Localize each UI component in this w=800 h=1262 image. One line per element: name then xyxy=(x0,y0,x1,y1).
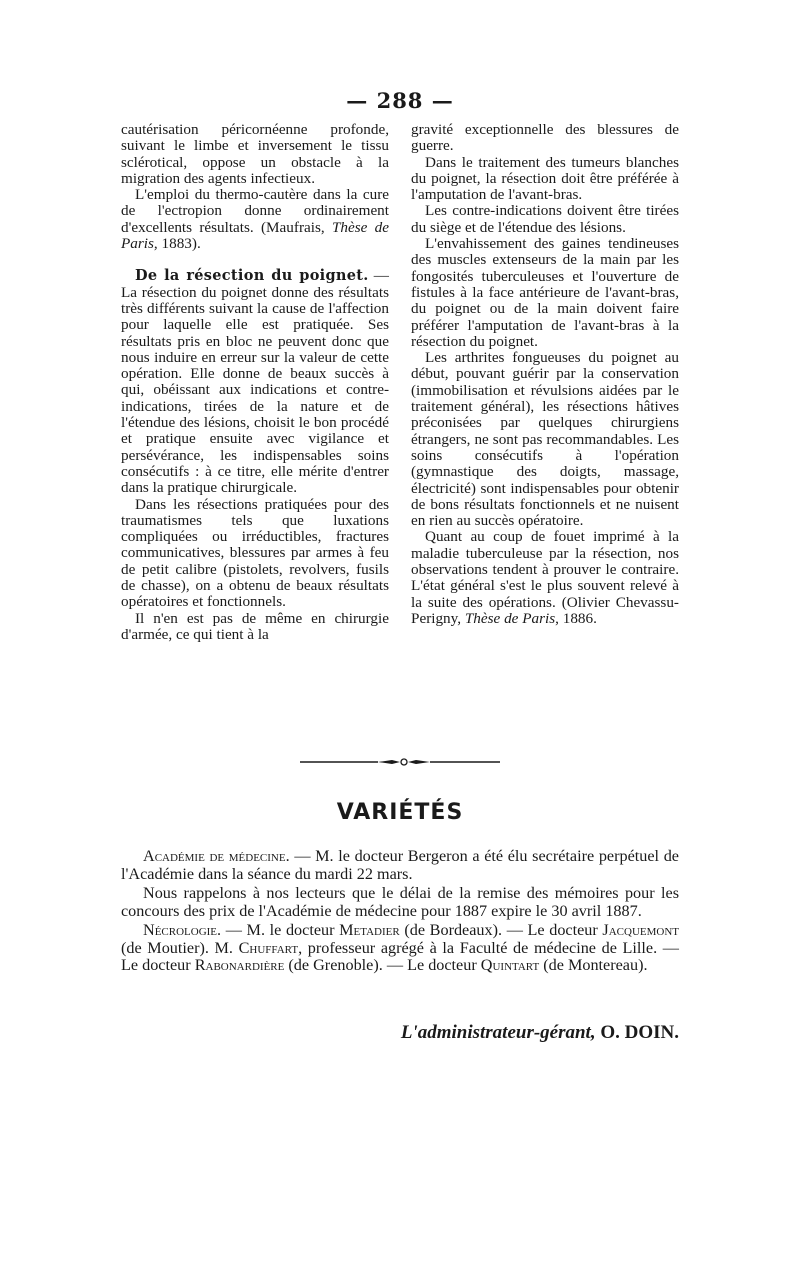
left-paragraph-4: Dans les résections pratiquées pour des traumatismes tels que luxations compliquées ou irréductibles, fractures communicatives, blessures par armes à feu de petit calibre (pistolets, revolvers, fusils de chasse), on a obtenu de beaux résultats opératoires et fonctionnels. xyxy=(121,495,389,611)
right-paragraph-2: Dans le traitement des tumeurs blanches du poignet, la résection doit être préférée à l'amputation de l'avant-bras. xyxy=(411,153,679,204)
left-paragraph-3-text: — La résection du poignet donne des résultats très différents suivant la cause de l'affection pour laquelle elle est pratiquée. Ses résultats pris en bloc ne peuvent donc que nous induire en erreur sur la valeur de cette opération. Elle donne de beaux succès à qui, obéissant aux indications et contre-indications, tirées de la nature et de l'étendue des lésions, choisit le bon procédé et pratique ensuite avec vigilance et persévérance, les indispensables soins consécutifs : à ce titre, elle mérite d'entrer dans la pratique chirurgicale. xyxy=(121,267,389,497)
right-paragraph-6-citation: Thèse de Paris xyxy=(464,609,556,627)
signature-name: O. DOIN. xyxy=(595,1022,679,1043)
necrologie-name-5: Quintart xyxy=(480,956,540,974)
left-paragraph-3 xyxy=(121,268,389,496)
right-column xyxy=(411,122,679,627)
varietes-title: VARIÉTÉS xyxy=(336,800,464,825)
necrologie-text-5: (de Grenoble). — Le docteur xyxy=(284,956,481,974)
right-paragraph-5: Les arthrites fongueuses du poignet au début, pouvant guérir par la conservation (immobilisation et révulsions aidées par le traitement général), les résections hâtives préconisées par quelques chirurgiens étrangers, ne sont pas recommandables. Les soins consécutifs à l'opération (gymnastique des doigts, massage, électricité) sont indispensables pour obtenir de bons résultats fonctionnels et ne nuisent en rien au succès opératoire. xyxy=(411,349,679,530)
academie-label: Académie de médecine. xyxy=(143,847,290,865)
necrologie-text-3: (de Moutier). M. xyxy=(121,938,239,957)
signature-role: L'administrateur-gérant, xyxy=(400,1022,596,1043)
necrologie-label: Nécrologie. xyxy=(143,921,222,939)
rappel-paragraph: Nous rappelons à nos lecteurs que le délai de la remise des mémoires pour les concours des prix de l'Académie de médecine pour 1887 expire le 30 avril 1887. xyxy=(121,884,679,920)
necrologie-text-4: , professeur agrégé à la Faculté de médecine de Lille. — Le docteur xyxy=(121,938,679,974)
right-paragraph-6-text: Quant au coup de fouet imprimé à la maladie tuberculeuse par la résection, nos observations tendent à prouver le contraire. L'état général s'est le plus souvent relevé à la suite des opérations. (Olivier Chevassu-Perigny, xyxy=(411,528,679,627)
left-column xyxy=(121,122,389,643)
left-paragraph-2-citation: Thèse de Paris xyxy=(121,218,389,253)
left-paragraph-5: Il n'en est pas de même en chirurgie d'armée, ce qui tient à la xyxy=(121,609,389,643)
ornament-divider xyxy=(300,755,500,769)
necrologie-text-1: — M. le docteur xyxy=(221,921,340,939)
right-paragraph-3: Les contre-indications doivent être tirées du siège et de l'étendue des lésions. xyxy=(411,202,679,236)
necrologie-paragraph xyxy=(121,922,679,975)
varietes-section xyxy=(121,848,679,977)
necrologie-name-3: Chuffart xyxy=(238,938,299,957)
necrologie-text-6: (de Montereau). xyxy=(539,956,648,974)
necrologie-name-1: Metadier xyxy=(339,921,400,939)
section-heading: De la résection du poignet. xyxy=(135,267,369,285)
signature xyxy=(121,1022,679,1044)
right-paragraph-6 xyxy=(411,529,679,627)
academie-paragraph xyxy=(121,848,679,883)
left-paragraph-2-text: L'emploi du thermo-cautère dans la cure de l'ectropion donne ordinairement d'excellents résultats. (Maufrais, xyxy=(121,186,389,236)
left-paragraph-2-end: , 1883). xyxy=(153,235,201,253)
academie-text: — M. le docteur Bergeron a été élu secrétaire perpétuel de l'Académie dans la séance du mardi 22 mars. xyxy=(121,847,679,883)
left-paragraph-2 xyxy=(121,187,389,252)
right-paragraph-6-end: , 1886. xyxy=(555,609,597,627)
necrologie-text-2: (de Bordeaux). — Le docteur xyxy=(399,921,603,939)
right-paragraph-1: gravité exceptionnelle des blessures de guerre. xyxy=(411,121,679,155)
right-paragraph-4: L'envahissement des gaines tendineuses des muscles extenseurs de la main par les fongosités tuberculeuses et l'ouverture de fistules à la face antérieure de l'avant-bras, du poignet ou de la main doivent faire préférer l'amputation de l'avant-bras à la résection du poignet. xyxy=(411,235,679,350)
necrologie-name-4: Rabonardière xyxy=(194,956,285,974)
necrologie-name-2: Jacquemont xyxy=(602,921,679,939)
page-number: — 288 — xyxy=(346,88,454,113)
left-paragraph-1: cautérisation péricornéenne profonde, suivant le limbe et inversement le tissu sclérotical, oppose un obstacle à la migration des agents infectieux. xyxy=(121,121,389,187)
